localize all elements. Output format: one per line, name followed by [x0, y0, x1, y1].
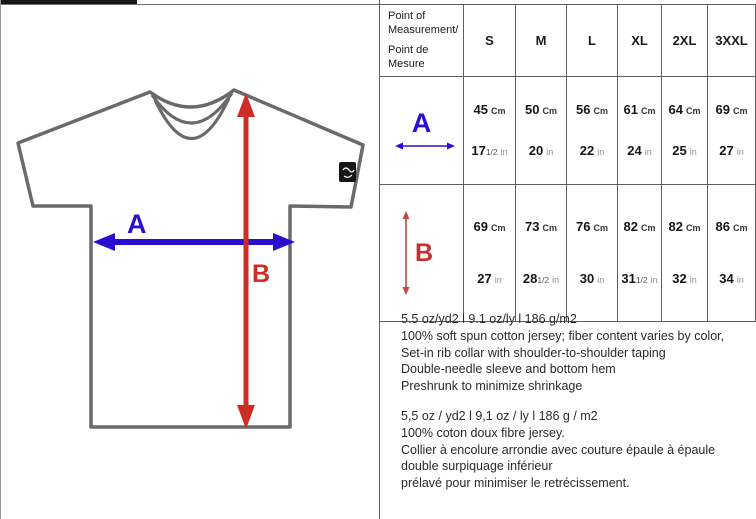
- cell-a-3xxl: 69 Cm 27 in: [708, 77, 756, 185]
- tshirt-outline: [18, 90, 363, 427]
- cell-b-xl: 82 Cm 311/2 in: [618, 185, 662, 322]
- cell-b-3xxl: 86 Cm 34 in: [708, 185, 756, 322]
- row-b-label-cell: [380, 185, 464, 322]
- description-french: [401, 408, 755, 492]
- cell-a-2xl: 64 Cm 25 in: [662, 77, 708, 185]
- desc-en-line: 100% soft spun cotton jersey; fiber content varies by color,: [401, 328, 725, 343]
- size-header-m: M: [516, 5, 567, 77]
- desc-en-line: Preshrunk to minimize shrinkage: [401, 379, 583, 394]
- description-english: [401, 311, 755, 395]
- desc-fr-line: prélavé pour minimiser le retrécissement.: [401, 476, 630, 491]
- cell-a-l: 56 Cm 22 in: [567, 77, 618, 185]
- desc-fr-line: double surpiquage inférieur: [401, 459, 553, 474]
- cell-b-s: 69 Cm 27 in: [464, 185, 516, 322]
- desc-fr-line: 100% coton doux fibre jersey.: [401, 425, 565, 440]
- sleeve-tag: [339, 162, 356, 182]
- cell-b-2xl: 82 Cm 32 in: [662, 185, 708, 322]
- size-header-xl: XL: [618, 5, 662, 77]
- desc-en-line: Double-needle sleeve and bottom hem: [401, 362, 616, 377]
- length-mini-arrow-icon: [400, 210, 412, 296]
- size-header-2xl: 2XL: [662, 5, 708, 77]
- width-label: A: [127, 209, 147, 239]
- size-header-s: S: [464, 5, 516, 77]
- table-header-row: [380, 5, 756, 77]
- row-a-label-cell: [380, 77, 464, 185]
- row-length-b: [380, 185, 756, 322]
- cell-a-s: 45 Cm 171/2 in: [464, 77, 516, 185]
- desc-fr-line: 5,5 oz / yd2 l 9,1 oz / ly l 186 g / m2: [401, 408, 598, 423]
- desc-en-line: Set-in rib collar with shoulder-to-shoulder taping: [401, 345, 666, 360]
- desc-fr-line: Collier à encolure arrondie avec couture épaule à épaule: [401, 442, 716, 457]
- size-table: [379, 4, 756, 322]
- fabric-descriptions: [401, 311, 755, 492]
- cell-a-m: 50 Cm 20 in: [516, 77, 567, 185]
- row-a-label: A: [411, 107, 432, 138]
- cell-b-l: 76 Cm 30 in: [567, 185, 618, 322]
- cell-b-m: 73 Cm 281/2 in: [516, 185, 567, 322]
- desc-en-line: 5.5 oz/yd2 l 9.1 oz/ly l 186 g/m2: [401, 312, 577, 326]
- cell-a-xl: 61 Cm 24 in: [618, 77, 662, 185]
- point-of-measurement-header: Point of Measurement/ Point de Mesure: [380, 5, 464, 77]
- size-header-3xxl: 3XXL: [708, 5, 756, 77]
- width-mini-arrow-icon: [394, 140, 456, 152]
- row-b-label: B: [415, 238, 434, 267]
- row-width-a: [380, 77, 756, 185]
- length-label: B: [252, 260, 271, 288]
- size-header-l: L: [567, 5, 618, 77]
